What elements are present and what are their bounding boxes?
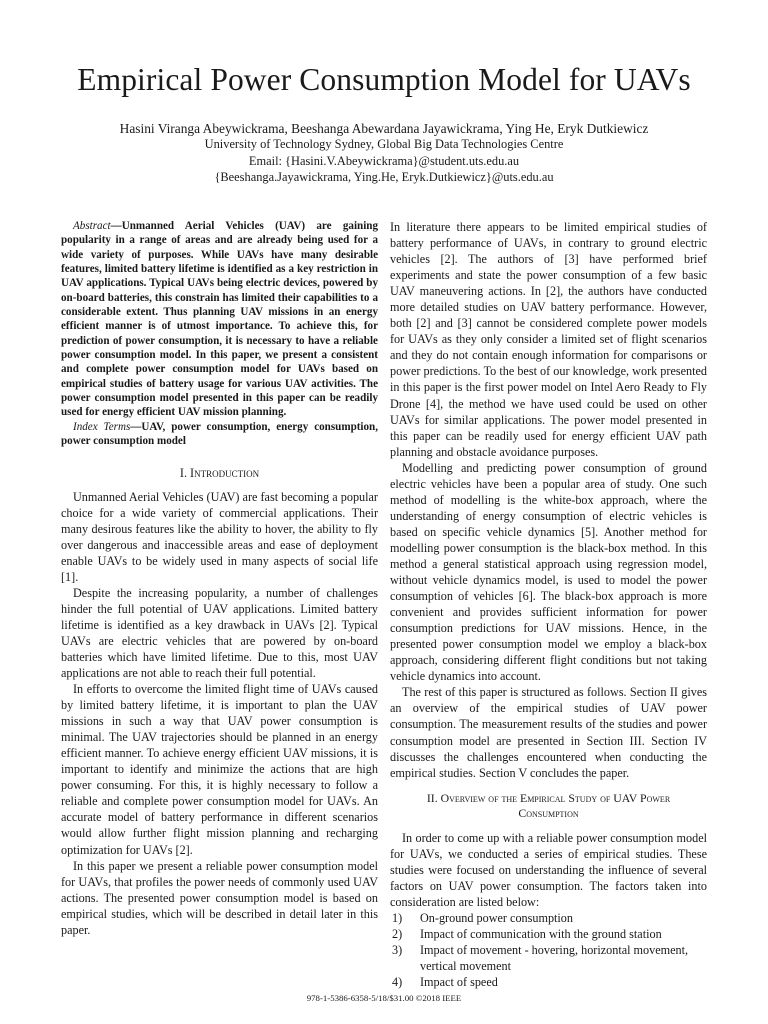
list-item bbox=[390, 926, 707, 942]
list-text: Impact of speed bbox=[420, 975, 498, 990]
abstract bbox=[61, 219, 378, 420]
email-line-2: {Beeshanga.Jayawickrama, Ying.He, Eryk.Dutkiewicz}@uts.edu.au bbox=[214, 170, 554, 184]
intro-paragraph: In this paper we present a reliable power consumption model for UAVs, that profiles the power needs of commonly used UAV actions. The presented power consumption model is based on empirical studies, which will be described in detail later in this paper. bbox=[61, 858, 378, 937]
section-title-line-1: II. Overview of the Empirical Study of UAV Power bbox=[426, 790, 671, 805]
list-item bbox=[390, 974, 707, 990]
list-item bbox=[390, 910, 707, 926]
list-text: On-ground power consumption bbox=[420, 910, 573, 925]
intro-paragraph-continued: In literature there appears to be limited empirical studies of battery performance of UAVs, in contrary to ground electric vehicles [2]. The authors of [3] have performed brief experiments and state the power consumption of a few basic UAV maneuvering actions. In [2], the authors have conducted more detailed studies on UAV battery performance. However, both [2] and [3] cannot be considered complete power models for UAVs as they only consider a limited set of flight scenarios and they do not contain enough information for comparisons or power predictions. To the best of our knowledge, work presented in this paper is the first power model on Intel Aero Ready to Fly Drone [4], the method we have used could be used on other UAVs for similar applications. The power model presented in this paper can be readily used for energy efficient UAV path planning and obstacle avoidance purposes. bbox=[390, 220, 707, 459]
intro-paragraph: Despite the increasing popularity, a number of challenges hinder the full potential of UAV applications. Limited battery lifetime is identified as a key drawback in UAVs [2]. Typical UAVs are electric vehicles that are powered by on-board batteries which have limited lifetime. Due to this, most UAV applications are not able to reach their full potential. bbox=[61, 585, 378, 681]
list-text: Impact of movement - hovering, horizontal movement, vertical movement bbox=[420, 942, 689, 974]
index-terms-text: —UAV, power consumption, energy consumption, power consumption model bbox=[61, 420, 378, 448]
intro-paragraph: Unmanned Aerial Vehicles (UAV) are fast becoming a popular choice for a wide variety of commercial applications. Their many desirous features like the ability to hover, the ability to fly over dangerous and inaccessible areas and ease of deployment enable UAVs to be widely used in many aspects of social life [1]. bbox=[61, 489, 378, 584]
list-number: 3) bbox=[392, 942, 403, 957]
copyright-footer: 978-1-5386-6358-5/18/$31.00 ©2018 IEEE bbox=[306, 993, 462, 1003]
section-number: I. bbox=[179, 465, 191, 480]
intro-paragraph: In efforts to overcome the limited flight time of UAVs caused by limited battery lifetime, it is important to plan the UAV missions in such a way that UAV power consumption is minimal. The UAV trajectories should be planned in an energy efficient manner. To achieve energy efficient UAV missions, it is important to identify and minimize the actions that are high power consuming. For this, it is highly necessary to follow a reliable and complete power consumption model for UAVs. An accurate model of battery performance in different scenarios would allow further flight mission planning and recharging optimization for UAVs [2]. bbox=[61, 682, 378, 857]
affiliation-block bbox=[0, 136, 768, 186]
intro-paragraph: The rest of this paper is structured as follows. Section II gives an overview of the empirical studies of UAV power consumption. The measurement results of the studies and power consumption model are presented in Section III. Section IV discusses the challenges encountered when conducting the empirical studies. Section V concludes the paper. bbox=[390, 685, 707, 780]
abstract-text: —Unmanned Aerial Vehicles (UAV) are gaining popularity in a range of areas and are already being used for a wide variety of purposes. While UAVs have many desirable features, limited battery lifetime is identified as a key restriction in UAV applications. Typical UAVs being electric devices, powered by on-board batteries, this constrain has limited their capabilities to a considerable extent. Thus planning UAV missions in an energy efficient manner is of utmost importance. To achieve this, for prediction of power consumption, it is necessary to have a reliable power consumption model. In this paper, we present a consistent and complete power consumption model for UAVs based on empirical studies of battery usage for various UAV activities. The power consumption model presented in this paper can be readily used for energy efficient UAV mission planning. bbox=[61, 220, 378, 419]
list-number: 4) bbox=[392, 975, 403, 990]
left-column bbox=[61, 219, 378, 938]
index-terms-label: Index Terms bbox=[73, 420, 131, 433]
section-title-line-2: Consumption bbox=[518, 806, 579, 821]
section-heading-overview bbox=[390, 791, 707, 822]
section-heading-intro bbox=[61, 465, 378, 481]
author-list: Hasini Viranga Abeywickrama, Beeshanga Abewardana Jayawickrama, Ying He, Eryk Dutkiewicz bbox=[119, 121, 649, 136]
list-text: Impact of communication with the ground station bbox=[420, 926, 662, 941]
right-column bbox=[390, 219, 707, 990]
list-number: 1) bbox=[392, 910, 403, 925]
email-line-1: Email: {Hasini.V.Abeywickrama}@student.uts.edu.au bbox=[248, 153, 520, 168]
factor-list bbox=[390, 910, 707, 990]
index-terms bbox=[61, 420, 378, 449]
intro-paragraph: Modelling and predicting power consumption of ground electric vehicles have been a popular area of study. One such method of modelling is the white-box approach, where the understanding of energy consumption of electric vehicles is based on specific vehicle dynamics [5]. Another method for modelling power consumption is the black-box method. In this method a general statistical approach using regression model, without vehicle dynamics model, is used to model the power consumption of vehicles [6]. The black-box approach is more convenient and provides sufficient information for power consumption predictions for UAV missions. Hence, in the presented power consumption model we employ a black-box approach, considering different flight conditions but not taking vehicle dynamics into account. bbox=[390, 460, 707, 684]
paper-title: Empirical Power Consumption Model for UAVs bbox=[77, 62, 691, 97]
affiliation: University of Technology Sydney, Global Big Data Technologies Centre bbox=[204, 137, 564, 151]
overview-paragraph: In order to come up with a reliable power consumption model for UAVs, we conducted a series of empirical studies. These studies were focused on understanding the influence of several factors on UAV power consumption. The factors taken into consideration are listed below: bbox=[390, 830, 707, 909]
list-item bbox=[390, 942, 707, 974]
list-number: 2) bbox=[392, 926, 403, 941]
section-title: Introduction bbox=[190, 465, 260, 480]
abstract-label: Abstract bbox=[73, 220, 111, 232]
